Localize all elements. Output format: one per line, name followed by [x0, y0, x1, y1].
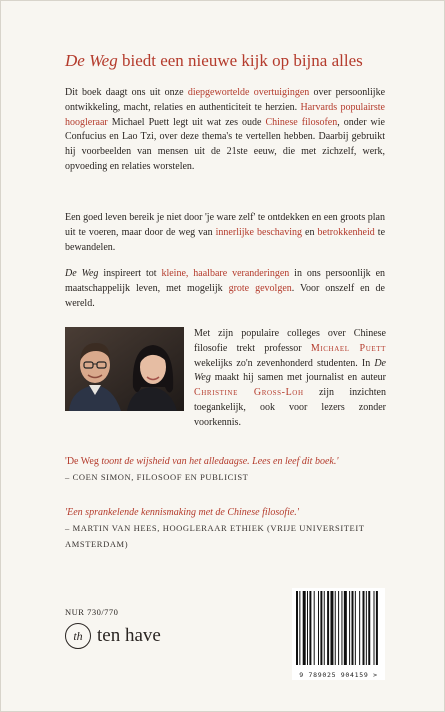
publisher-monogram: th — [65, 623, 91, 649]
barcode-bar — [327, 591, 329, 665]
headline-book-title: De Weg — [65, 51, 118, 70]
intro-paragraph — [65, 86, 385, 175]
barcode-digits: 9 789025 904159 > — [299, 671, 378, 679]
book-title: De Weg — [66, 456, 99, 467]
barcode-bar — [363, 591, 365, 665]
text: Dit boek daagt ons uit onze — [65, 87, 188, 98]
highlight: innerlijke beschaving — [215, 226, 303, 238]
review-quote-2 — [65, 506, 385, 552]
text: zijn inzichten toegankelijk, ook voor lezers zonder voorkennis. — [194, 387, 386, 428]
barcode-bar — [330, 591, 333, 665]
text: te bewandelen. — [65, 226, 386, 253]
quote-mark: ' — [65, 456, 67, 467]
text: en — [302, 226, 318, 238]
quote-attribution: – COEN SIMON, FILOSOOF EN PUBLICIST — [65, 471, 249, 482]
barcode-bar — [376, 591, 378, 665]
author-photo — [65, 327, 184, 411]
publisher-logo — [65, 623, 161, 649]
barcode-bar — [296, 591, 298, 665]
highlight: grote gevolgen — [228, 282, 292, 294]
review-quote-1 — [65, 455, 385, 486]
text: Michael Puett legt uit wat zes oude — [107, 116, 266, 128]
author-bio — [194, 327, 386, 431]
barcode-bar — [355, 591, 356, 665]
barcode-bar — [349, 591, 350, 665]
highlight: Harvards populairste hoogleraar — [65, 101, 385, 128]
book-title: De Weg — [65, 268, 99, 279]
barcode-bar — [320, 591, 322, 665]
barcode-bars — [292, 588, 385, 668]
barcode-bar — [299, 591, 300, 665]
quote-text: toont de wijsheid van het alledaagse. Lees en leef dit boek.' — [98, 456, 339, 467]
nur-code: NUR 730/770 — [65, 607, 119, 617]
book-title: De Weg — [194, 357, 386, 384]
barcode-bar — [314, 591, 315, 665]
barcode-bar — [374, 591, 375, 665]
barcode-bar — [318, 591, 319, 665]
quote-text: 'Een sprankelende kennismaking met de Chinese filosofie.' — [65, 507, 299, 518]
barcode-bar — [303, 591, 306, 665]
barcode-bar — [341, 591, 342, 665]
highlight: kleine, haalbare veranderingen — [161, 268, 290, 279]
good-life-paragraph — [65, 211, 385, 255]
barcode-bar — [352, 591, 354, 665]
barcode-bar — [368, 591, 370, 665]
barcode-bar — [335, 591, 336, 665]
author-name: Michael Puett — [310, 342, 386, 354]
inspire-paragraph — [65, 267, 385, 311]
text: in ons persoonlijk en maatschappelijk leven, met mogelijk — [65, 268, 386, 294]
highlight: betrokkenheid — [317, 226, 375, 238]
barcode-bar — [338, 591, 339, 665]
barcode-bar — [324, 591, 325, 665]
barcode-bar — [359, 591, 360, 665]
barcode-bar — [307, 591, 308, 665]
isbn-barcode — [292, 588, 385, 680]
headline-rest: biedt een nieuwe kijk op bijna alles — [117, 51, 363, 70]
quote-attribution: – MARTIN VAN HEES, HOOGLERAAR ETHIEK (VRIJE UNIVERSITEIT AMSTERDAM) — [65, 522, 365, 549]
co-author-name: Christine Gross-Loh — [194, 387, 304, 399]
text: wekelijks zo'n zevenhonderd studenten. In — [194, 357, 375, 369]
highlight: Chinese filosofen — [265, 116, 338, 128]
publisher-name: ten have — [97, 625, 161, 646]
highlight: diepgewortelde overtuigingen — [187, 87, 310, 98]
text: maakt hij samen met journalist en auteur — [210, 372, 386, 384]
text: , onder wie Confucius en Lao Tzi, over deze thema's te vertellen hebben. Daarbij gebruikt hij voorbeelden van mensen uit de 21ste eeuw, die met zichzelf, werk, opvoeding en relaties worstelen. — [65, 116, 385, 172]
text: inspireert tot — [98, 268, 162, 279]
text: Een goed leven bereik je niet door 'je ware zelf' te ontdekken en een groots plan uit te voeren, maar door de weg van — [65, 212, 385, 238]
text: Met zijn populaire colleges over Chinese filosofie trekt professor — [194, 328, 386, 354]
barcode-bar — [309, 591, 311, 665]
headline — [65, 51, 395, 71]
text: . Voor onszelf en de wereld. — [65, 282, 385, 309]
barcode-bar — [344, 591, 347, 665]
text: over persoonlijke ontwikkeling, macht, relaties en authenticiteit te herzien. — [65, 87, 386, 113]
barcode-bar — [366, 591, 367, 665]
